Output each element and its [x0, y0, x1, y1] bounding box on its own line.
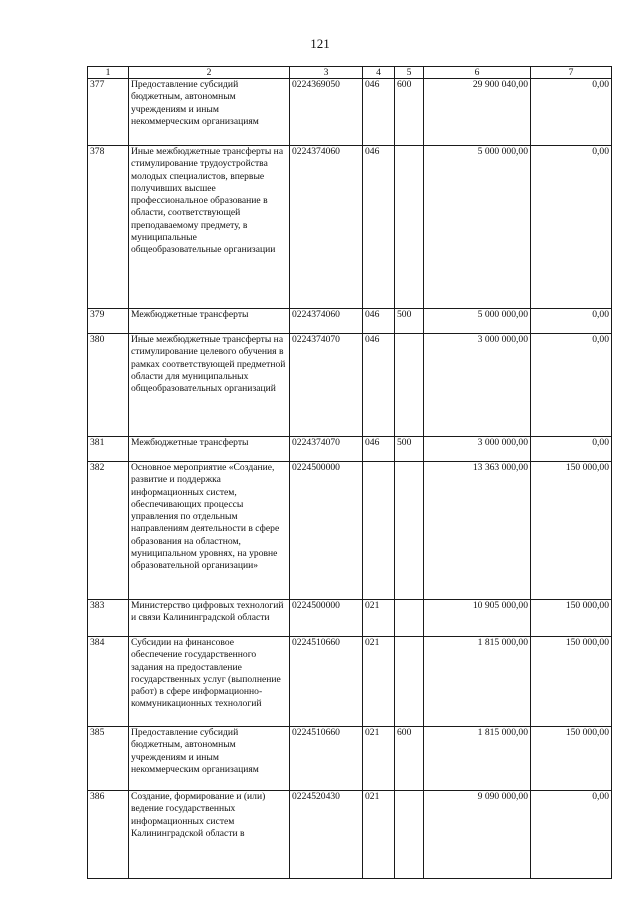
row-vr	[395, 637, 424, 727]
row-amount-2: 150 000,00	[531, 462, 612, 600]
row-name: Иные межбюджетные трансферты на стимулирование целевого обучения в рамках соответствующей предметной области для муниципальных общеобразовательных организаций	[129, 334, 290, 437]
budget-table	[87, 66, 612, 879]
table-row	[88, 600, 612, 637]
row-grbs: 021	[363, 791, 395, 879]
row-grbs: 021	[363, 637, 395, 727]
row-amount: 1 815 000,00	[424, 637, 531, 727]
row-amount: 1 815 000,00	[424, 727, 531, 791]
row-grbs: 021	[363, 727, 395, 791]
row-grbs	[363, 462, 395, 600]
row-number: 384	[88, 637, 129, 727]
row-vr	[395, 146, 424, 309]
row-amount-2: 0,00	[531, 146, 612, 309]
row-amount-2: 150 000,00	[531, 637, 612, 727]
row-code: 0224374070	[290, 437, 363, 462]
page-number: 121	[310, 36, 330, 51]
row-number: 379	[88, 309, 129, 334]
column-header: 7	[531, 67, 612, 79]
row-code: 0224520430	[290, 791, 363, 879]
row-grbs: 046	[363, 309, 395, 334]
row-vr	[395, 791, 424, 879]
row-amount: 5 000 000,00	[424, 309, 531, 334]
row-amount-2: 0,00	[531, 309, 612, 334]
row-amount: 10 905 000,00	[424, 600, 531, 637]
row-code: 0224510660	[290, 637, 363, 727]
row-code: 0224510660	[290, 727, 363, 791]
row-amount-2: 150 000,00	[531, 727, 612, 791]
table-row	[88, 437, 612, 462]
table-header-row	[88, 67, 612, 79]
row-number: 378	[88, 146, 129, 309]
row-name: Основное мероприятие «Создание, развитие и поддержка информационных систем, обеспечивающих процессы управления по отдельным направлениям деятельности в сфере образования на областном, муниципальном уровнях, на уровне образовательной организации»	[129, 462, 290, 600]
table-row	[88, 79, 612, 146]
row-number: 385	[88, 727, 129, 791]
row-number: 382	[88, 462, 129, 600]
row-vr: 500	[395, 309, 424, 334]
column-header: 1	[88, 67, 129, 79]
row-vr: 600	[395, 79, 424, 146]
row-code: 0224369050	[290, 79, 363, 146]
row-grbs: 046	[363, 146, 395, 309]
row-vr: 500	[395, 437, 424, 462]
row-name: Предоставление субсидий бюджетным, автономным учреждениям и иным некоммерческим организациям	[129, 727, 290, 791]
table-row	[88, 309, 612, 334]
row-number: 381	[88, 437, 129, 462]
row-code: 0224374060	[290, 309, 363, 334]
table-row	[88, 146, 612, 309]
row-grbs: 021	[363, 600, 395, 637]
row-grbs: 046	[363, 79, 395, 146]
row-vr	[395, 334, 424, 437]
row-name: Предоставление субсидий бюджетным, автономным учреждениям и иным некоммерческим организациям	[129, 79, 290, 146]
row-amount: 13 363 000,00	[424, 462, 531, 600]
row-grbs: 046	[363, 437, 395, 462]
row-amount-2: 150 000,00	[531, 600, 612, 637]
column-header: 6	[424, 67, 531, 79]
row-name: Создание, формирование и (или) ведение государственных информационных систем Калининградской области в	[129, 791, 290, 879]
row-number: 377	[88, 79, 129, 146]
row-amount-2: 0,00	[531, 334, 612, 437]
row-amount: 3 000 000,00	[424, 334, 531, 437]
row-name: Иные межбюджетные трансферты на стимулирование трудоустройства молодых специалистов, впервые получивших высшее профессиональное образование в области, соответствующей преподаваемому предмету, в муниципальные общеобразовательные организации	[129, 146, 290, 309]
row-amount-2: 0,00	[531, 791, 612, 879]
row-code: 0224500000	[290, 462, 363, 600]
row-name: Субсидии на финансовое обеспечение государственного задания на предоставление государственных услуг (выполнение работ) в сфере информационно-коммуникационных технологий	[129, 637, 290, 727]
row-name: Межбюджетные трансферты	[129, 437, 290, 462]
row-code: 0224374060	[290, 146, 363, 309]
column-header: 4	[363, 67, 395, 79]
row-number: 383	[88, 600, 129, 637]
row-number: 380	[88, 334, 129, 437]
row-code: 0224500000	[290, 600, 363, 637]
row-amount-2: 0,00	[531, 79, 612, 146]
column-header: 3	[290, 67, 363, 79]
row-vr: 600	[395, 727, 424, 791]
table-row	[88, 334, 612, 437]
row-name: Министерство цифровых технологий и связи Калининградской области	[129, 600, 290, 637]
row-amount: 5 000 000,00	[424, 146, 531, 309]
table-row	[88, 637, 612, 727]
column-header: 5	[395, 67, 424, 79]
row-amount: 3 000 000,00	[424, 437, 531, 462]
row-grbs: 046	[363, 334, 395, 437]
row-number: 386	[88, 791, 129, 879]
table-row	[88, 791, 612, 879]
row-name: Межбюджетные трансферты	[129, 309, 290, 334]
column-header: 2	[129, 67, 290, 79]
row-code: 0224374070	[290, 334, 363, 437]
table-row	[88, 727, 612, 791]
row-vr	[395, 600, 424, 637]
row-vr	[395, 462, 424, 600]
row-amount: 9 090 000,00	[424, 791, 531, 879]
row-amount-2: 0,00	[531, 437, 612, 462]
table-row	[88, 462, 612, 600]
row-amount: 29 900 040,00	[424, 79, 531, 146]
